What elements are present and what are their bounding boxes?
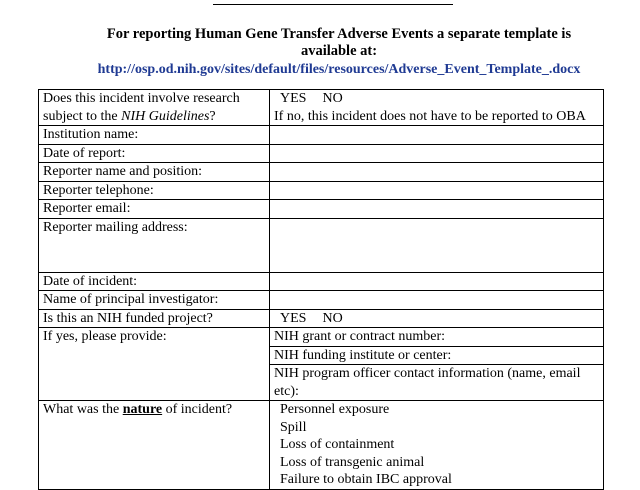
funding-institute-field[interactable]: NIH funding institute or center: xyxy=(270,347,603,366)
grant-number-field[interactable]: NIH grant or contract number: xyxy=(270,328,603,347)
yes-option[interactable]: YES xyxy=(280,91,307,106)
involve-note: If no, this incident does not have to be reported to OBA xyxy=(274,108,586,124)
no-option[interactable]: NO xyxy=(322,91,343,106)
incident-form-table xyxy=(38,89,604,490)
question-involve xyxy=(39,90,270,126)
date-incident-label: Date of incident: xyxy=(39,272,270,291)
table-row xyxy=(39,200,604,219)
table-row xyxy=(39,328,604,401)
nih-details xyxy=(270,328,604,401)
table-row xyxy=(39,401,604,490)
reporter-name-field[interactable] xyxy=(270,163,604,182)
pi-name-field[interactable] xyxy=(270,291,604,310)
table-row xyxy=(39,90,604,126)
date-report-field[interactable] xyxy=(270,144,604,163)
nature-options xyxy=(270,401,604,490)
nature-question xyxy=(39,401,270,490)
if-yes-label: If yes, please provide: xyxy=(39,328,270,401)
nature-option[interactable]: Loss of containment xyxy=(280,437,395,452)
table-row xyxy=(39,163,604,182)
question-text-end: ? xyxy=(209,108,216,124)
nature-option[interactable]: Personnel exposure xyxy=(280,402,390,417)
date-report-label: Date of report: xyxy=(39,144,270,163)
nih-funded-answer xyxy=(270,309,604,328)
nature-text: What was the xyxy=(43,402,123,417)
institution-label: Institution name: xyxy=(39,126,270,145)
yes-no-choice xyxy=(274,310,599,328)
program-officer-field[interactable]: NIH program officer contact information (name, email etc): xyxy=(274,366,581,399)
table-row xyxy=(39,291,604,310)
nature-option[interactable]: Loss of transgenic animal xyxy=(280,454,425,470)
nature-emphasis: nature xyxy=(122,402,163,417)
table-row xyxy=(39,309,604,328)
answer-involve xyxy=(270,90,604,126)
header-text: For reporting Human Gene Transfer Adverse Events a separate template is xyxy=(106,26,572,42)
institution-field[interactable] xyxy=(270,126,604,145)
no-option[interactable]: NO xyxy=(322,310,343,326)
reporter-phone-label: Reporter telephone: xyxy=(39,181,270,200)
date-incident-field[interactable] xyxy=(270,272,604,291)
title-underline xyxy=(213,0,453,5)
reporter-mail-label: Reporter mailing address: xyxy=(39,218,270,272)
nature-option[interactable]: Failure to obtain IBC approval xyxy=(280,472,452,487)
table-row xyxy=(39,218,604,272)
reporter-email-field[interactable] xyxy=(270,200,604,219)
template-link[interactable]: http://osp.od.nih.gov/sites/default/files/resources/Adverse_Event_Template_.docx xyxy=(97,62,581,77)
yes-no-choice xyxy=(274,90,599,108)
header-text-2: available at: xyxy=(300,43,378,59)
question-emphasis: NIH Guidelines xyxy=(121,108,210,124)
reporter-phone-field[interactable] xyxy=(270,181,604,200)
reporter-email-label: Reporter email: xyxy=(39,200,270,219)
nature-text-end: of incident? xyxy=(162,402,233,417)
nih-funded-label: Is this an NIH funded project? xyxy=(39,309,270,328)
table-row xyxy=(39,272,604,291)
reporter-mail-field[interactable] xyxy=(270,218,604,272)
nature-option[interactable]: Spill xyxy=(280,419,307,435)
table-row xyxy=(39,126,604,145)
question-text: Does this incident involve research subject to the xyxy=(43,91,240,124)
table-row xyxy=(39,144,604,163)
pi-name-label: Name of principal investigator: xyxy=(39,291,270,310)
table-row xyxy=(39,181,604,200)
yes-option[interactable]: YES xyxy=(280,310,307,326)
reporter-name-label: Reporter name and position: xyxy=(39,163,270,182)
